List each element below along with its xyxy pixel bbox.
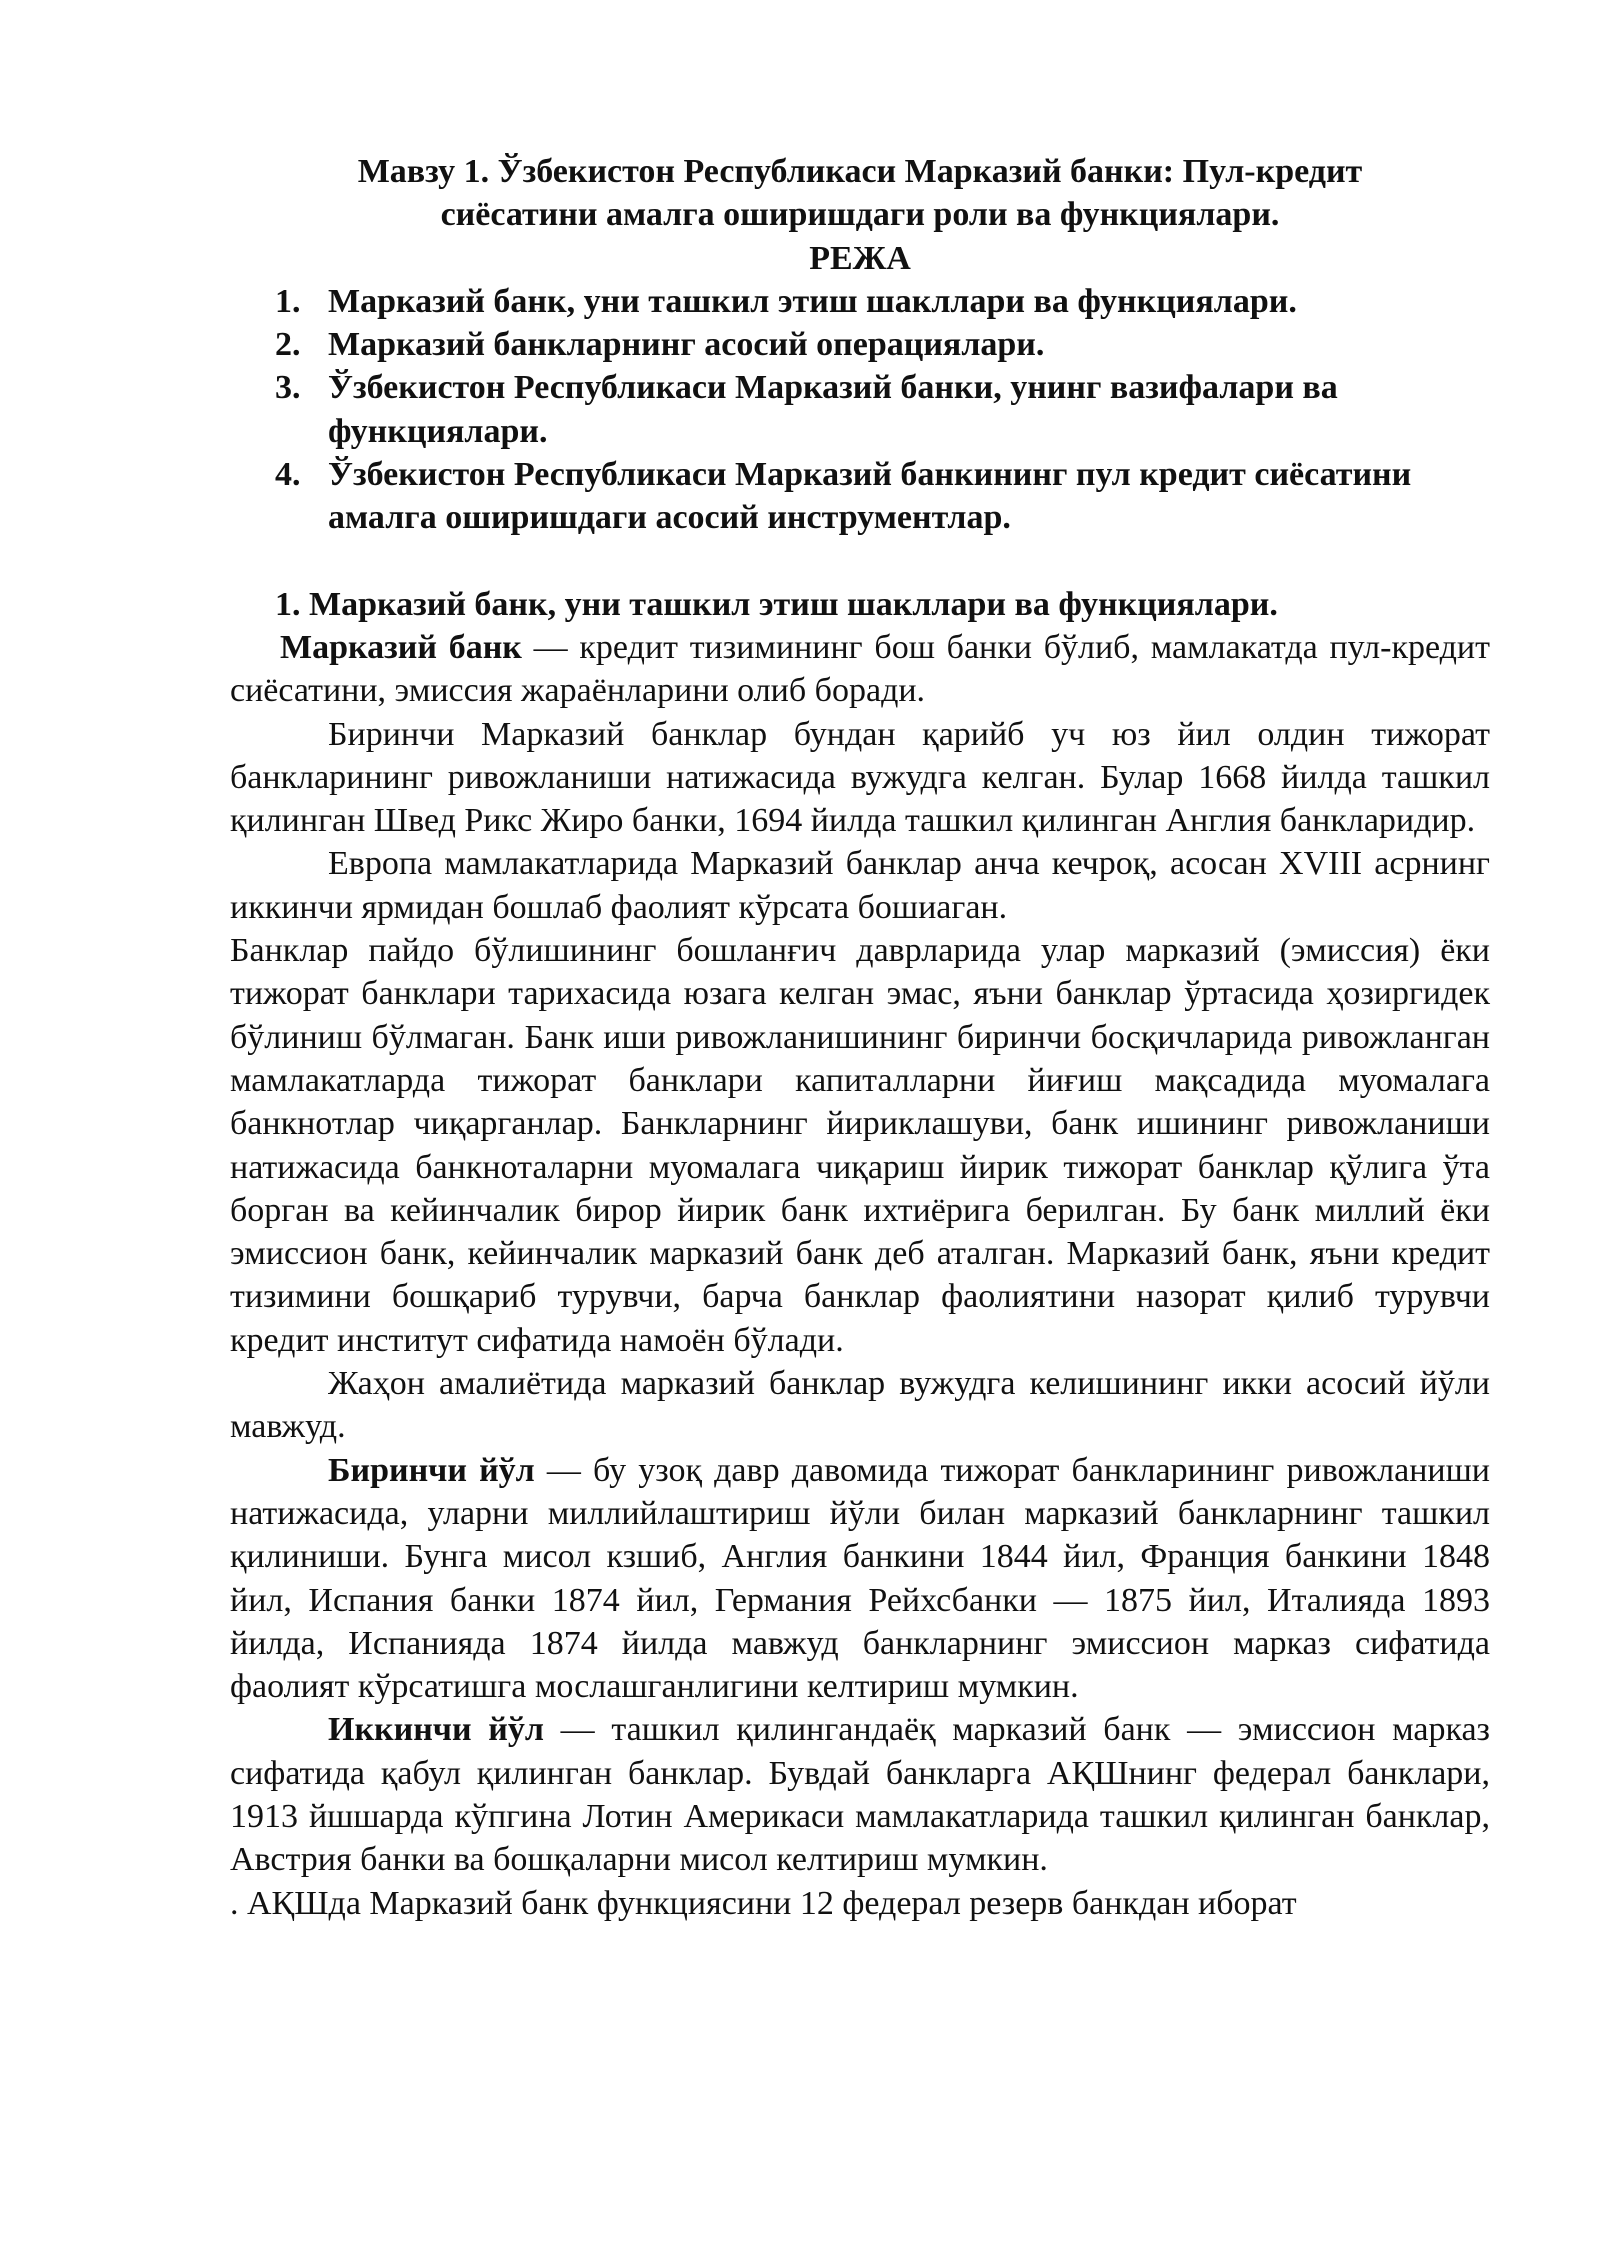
paragraph-text: — кредит тизимининг бош банки бўлиб, мамлакатда пул-кредит сиёсатини, эмиссия жараёнларини олиб боради. xyxy=(230,628,1490,710)
plan-item-number: 3. xyxy=(275,369,301,407)
term-central-bank: Марказий банк xyxy=(280,628,522,666)
paragraph-bank-history: Банклар пайдо бўлишининг бошланғич даврларида улар марказий (эмиссия) ёки тижорат банклари тарихасида юзага келган эмас, яъни банклар ўртасида ҳозиргидек бўлиниш бўлмаган. Банк иши ривожланишининг биринчи босқичларида ривожланган мамлакатларда тижорат банклари капиталларни йиғиш мақсадида муомалага банкнотлар чиқарганлар. Банкларнинг йириклашуви, банк ишининг ривожланиши натижасида банкноталарни муомалага чиқариш йирик тижорат банклар қўлига ўта борган ва кейинчалик бирор йирик банк ихтиёрига берилган. Бу банк миллий ёки эмиссион банк, кейинчалик марказий банк деб аталган. Марказий банк, яъни кредит тизимини бошқариб турувчи, барча банклар фаолиятини назорат қилиб турувчи кредит институт сифатида намоён бўлади. xyxy=(230,932,1490,1359)
paragraph-text: — бу узоқ давр давомида тижорат банкларининг ривожланиши натижасида, уларни миллийлаштириш йўли билан марказий банкларнинг ташкил қилиниши. Бунга мисол кзшиб, Англия банкини 1844 йил, Франция банкини 1848 йил, Испания банки 1874 йил, Германия Рейхсбанки — 1875 йил, Италияда 1893 йилда, Испанияда 1874 йилда мавжуд банкларнинг эмиссион марказ сифатида фаолият кўрсатишга мослашганлигини келтириш мумкин. xyxy=(230,1451,1490,1706)
document-page xyxy=(230,150,1490,1925)
plan-item xyxy=(230,280,1490,323)
plan-item-number: 4. xyxy=(275,456,301,494)
plan-item-text: Ўзбекистон Республикаси Марказий банкининг пул кредит сиёсатини амалга оширишдаги асосий инструментлар. xyxy=(328,456,1412,537)
term-second-way: Иккинчи йўл xyxy=(328,1711,544,1749)
plan-heading: РЕЖА xyxy=(809,239,911,277)
plan-item-text: Ўзбекистон Республикаси Марказий банки, унинг вазифалари ва функциялари. xyxy=(328,369,1338,450)
spacer xyxy=(230,540,1490,583)
paragraph-first-way xyxy=(230,1449,1490,1709)
paragraph-second-way xyxy=(230,1708,1490,1881)
title-line-2: сиёсатини амалга оширишдаги роли ва функциялари. xyxy=(440,196,1280,234)
plan-item xyxy=(230,453,1490,540)
paragraph-central-bank-definition xyxy=(230,626,1490,713)
paragraph-usa-fed: . АҚШда Марказий банк функциясини 12 федерал резерв банкдан иборат xyxy=(230,1884,1297,1922)
plan-item xyxy=(230,366,1490,453)
plan-item xyxy=(230,323,1490,366)
plan-item-number: 2. xyxy=(275,326,301,364)
plan-item-text: Марказий банкларнинг асосий операциялари. xyxy=(328,326,1045,364)
term-first-way: Биринчи йўл xyxy=(328,1451,535,1489)
document-title xyxy=(230,150,1490,280)
title-line-1: Мавзу 1. Ўзбекистон Республикаси Марказий банки: Пул-кредит xyxy=(357,153,1363,190)
plan-list xyxy=(230,280,1490,540)
paragraph-two-ways: Жаҳон амалиётида марказий банклар вужудга келишининг икки асосий йўли мавжуд. xyxy=(230,1365,1490,1446)
paragraph-text: — ташкил қилингандаёқ марказий банк — эмиссион марказ сифатида қабул қилинган банклар. Бувдай банкларга АҚШнинг федерал банклари, 1913 йшшарда кўпгина Лотин Америкаси мамлакатларида ташкил қилинган банклар, Австрия банки ва бошқаларни мисол келтириш мумкин. xyxy=(230,1711,1490,1879)
paragraph-first-central-banks: Биринчи Марказий банклар бундан қарийб уч юз йил олдин тижорат банкларининг ривожланиши натижасида вужудга келган. Булар 1668 йилда ташкил қилинган Швед Рикс Жиро банки, 1694 йилда ташкил қилинган Англия банкларидир. xyxy=(230,715,1490,840)
paragraph-europe: Европа мамлакатларида Марказий банклар анча кечроқ, асосан XVIII асрнинг иккинчи ярмидан бошлаб фаолият кўрсата бошиаган. xyxy=(230,845,1490,926)
plan-item-text: Марказий банк, уни ташкил этиш шакллари ва функциялари. xyxy=(328,282,1297,320)
section-heading: 1. Марказий банк, уни ташкил этиш шакллари ва функциялари. xyxy=(275,585,1278,623)
plan-item-number: 1. xyxy=(275,282,301,320)
